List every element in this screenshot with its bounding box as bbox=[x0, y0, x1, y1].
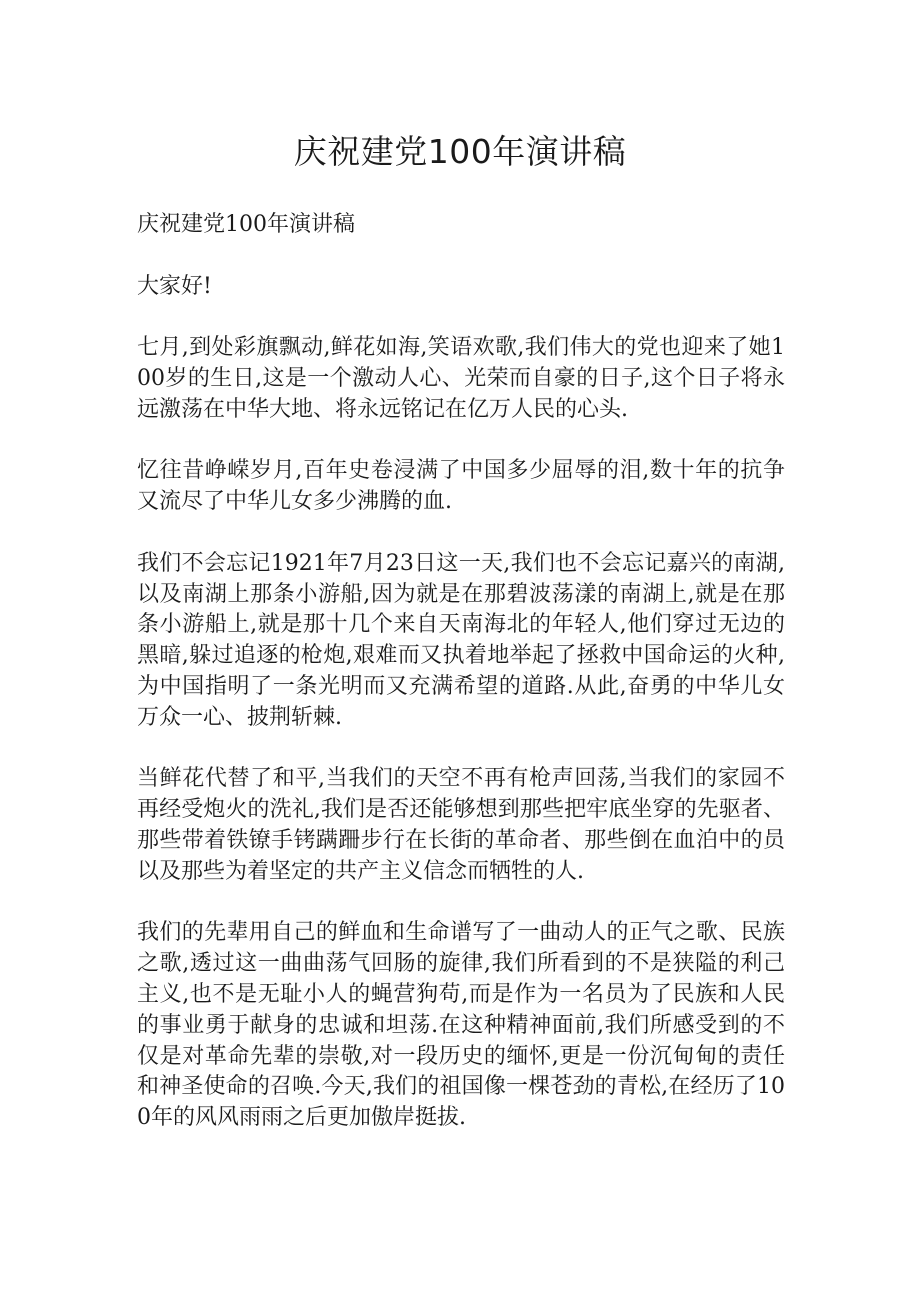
body-paragraph: 忆往昔峥嵘岁月,百年史卷浸满了中国多少屈辱的泪,数十年的抗争又流尽了中华儿女多少沸腾的血. bbox=[137, 458, 785, 515]
subtitle-paragraph: 庆祝建党100年演讲稿 bbox=[137, 212, 355, 237]
body-paragraph: 七月,到处彩旗飘动,鲜花如海,笑语欢歌,我们伟大的党也迎来了她100岁的生日,这是一个激动人心、光荣而自豪的日子,这个日子将永远激荡在中华大地、将永远铭记在亿万人民的心头. bbox=[137, 335, 785, 422]
document-body bbox=[137, 210, 785, 1165]
greeting-paragraph: 大家好! bbox=[137, 273, 212, 299]
body-paragraph: 当鲜花代替了和平,当我们的天空不再有枪声回荡,当我们的家园不再经受炮火的洗礼,我们是否还能够想到那些把牢底坐穿的先驱者、那些带着铁镣手铐蹒跚步行在长街的革命者、那些倒在血泊中的员以及那些为着坚定的共产主义信念而牺牲的人. bbox=[137, 766, 785, 884]
document-title: 庆祝建党100年演讲稿 bbox=[293, 132, 627, 171]
body-paragraph: 我们的先辈用自己的鲜血和生命谱写了一曲动人的正气之歌、民族之歌,透过这一曲曲荡气回肠的旋律,我们所看到的不是狭隘的利己主义,也不是无耻小人的蝇营狗苟,而是作为一名员为了民族和人民的事业勇于献身的忠诚和坦荡.在这种精神面前,我们所感受到的不仅是对革命先辈的崇敬,对一段历史的缅怀,更是一份沉甸甸的责任和神圣使命的召唤.今天,我们的祖国像一棵苍劲的青松,在经历了100年的风风雨雨之后更加傲岸挺拔. bbox=[137, 920, 785, 1131]
body-paragraph: 我们不会忘记1921年7月23日这一天,我们也不会忘记嘉兴的南湖,以及南湖上那条小游船,因为就是在那碧波荡漾的南湖上,就是在那条小游船上,就是那十几个来自天南海北的年轻人,他们穿过无边的黑暗,躲过追逐的枪炮,艰难而又执着地举起了拯救中国命运的火种,为中国指明了一条光明而又充满希望的道路.从此,奋勇的中华儿女万众一心、披荆斩棘. bbox=[137, 550, 785, 730]
